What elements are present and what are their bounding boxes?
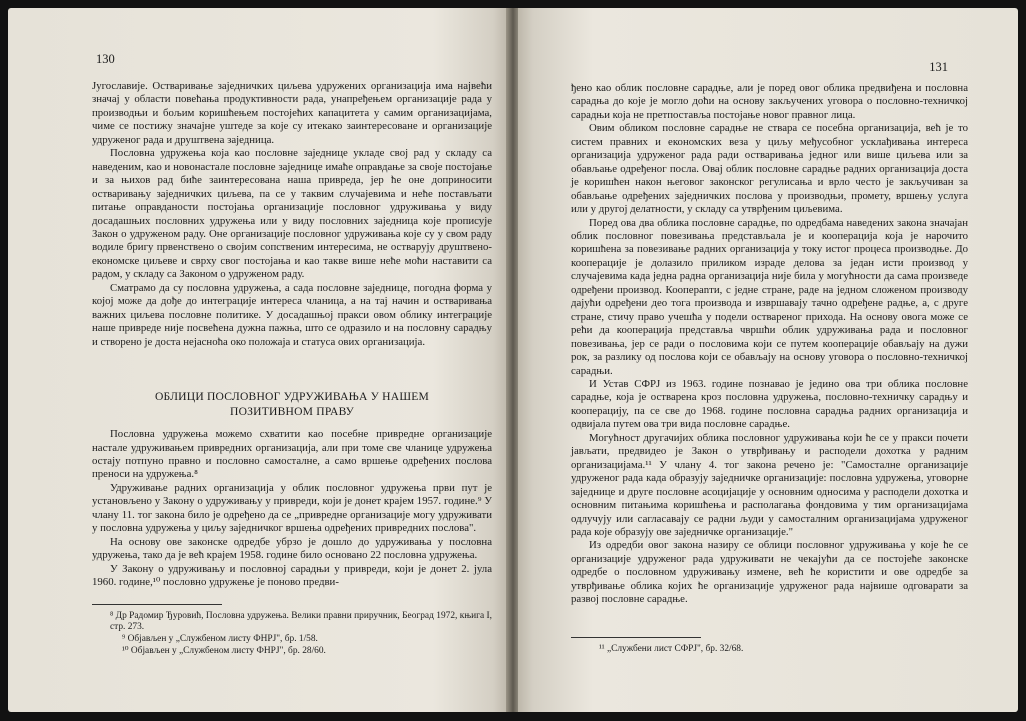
paragraph: И Устав СФРЈ из 1963. године познавао је једино ова три облика пословне сарадње, која је остварена кроз пословна удружења, пословно-техничку сарадњу и кооперацију, па се све до 1968. године пословна сарадња радних организација и одвијала путем ова три вида пословне сарадње.	[571, 377, 968, 431]
left-page	[8, 8, 508, 712]
paragraph: Сматрамо да су пословна удружења, а сада пословне заједнице, погодна форма у којој може да дође до интеграције интереса чланица, а на тај начин и остваривања важних циљева пословне политике. У досадашњој пракси овом облику интеграције наше привреде није посвећена дужна пажња, што се одразило и на пословну сарадњу и створено је доста нејасноћа око положаја и статуса ових организација.	[92, 281, 492, 348]
paragraph: Могућност другачијих облика пословног удруживања који ће се у пракси почети јављати, предвидео је Закон о утврђивању и расподели дохотка у радним организацијама.¹¹ У члану 4. тог закона речено је: "Самосталне организације удруженог рада када образују заједничке организације: пословна удружења, уговорне заједнице и друге пословне асоцијације у основним односима у расподели дохотка и основним питањима коришћења и располагања фондовима у тим организацијама одлучују или сагласавају се радни људи у самосталним организацијама удруженог рада које образују ове заједничке организације."	[571, 431, 968, 538]
footnotes	[92, 611, 492, 658]
paragraph: Овим обликом пословне сарадње не ствара се посебна организација, већ је то систем правних и економских веза у циљу међусобног усклађивања интереса организација удруженог рада ради остваривања једног или више циљева или за обављање одређеног посла. Овај облик пословне сарадње радних организација доста је коришћен након његовог законског регулисања и врло често је закључиван за обављање одређених заједничких послова у производњи, промету, вршењу услуга или у другој делатности, у складу са утврђеним циљевима.	[571, 122, 968, 216]
footnote: ¹¹ „Службени лист СФРЈ", бр. 32/68.	[599, 643, 744, 654]
section-heading	[92, 389, 492, 419]
paragraph: Пословна удружења можемо схватити као посебне привредне организације настале удруживањем привредних организација, али при томе све чланице удружења остају потпуно правно и пословно самосталне, а само вршење одређених послова преноси на удружења.⁸	[92, 428, 492, 481]
paragraph: Из одредби овог закона назиру се облици пословног удруживања у које ће се организације удруженог рада удруживати не чекајући да се постојеће законске одредбе о пословном удруживању измене, већ ће користити и ове одредбе за утврђивање облика којих ће организације удруженог рада највише одговарати за развој пословне сарадње.	[571, 539, 968, 606]
paragraph: У Закону о удруживању и пословној сарадњи у привреди, који је донет 2. јула 1960. године,¹⁰ пословно удружење је поново предви-	[92, 562, 492, 589]
paragraph: ђено као облик пословне сарадње, али је поред овог облика предвиђена и пословна сарадња до које је могло доћи на основу закључених уговора о пословно-техничкој сарадњи која не претпоставља постојање новог правног лица.	[571, 82, 968, 121]
left-page-text	[92, 80, 492, 658]
footnote: ¹⁰ Објављен у „Службеном листу ФНРЈ", бр. 28/60.	[122, 645, 326, 656]
paragraph: Поред ова два облика пословне сарадње, по одредбама наведених закона значајан облик пословног повезивања представљала је и кооперација која је нарочито коришћена за повезивање радних организација у току истог процеса производње. До кооперације је долазило приликом израде делова за један исти производ у случајевима када једна радна организација није била у могућности да сама произведе одређени производ. Коопераnти, с једне стране, раде на једном сложеном производу дајући одређени део тога производа и извршавају тачно одређене радње, а, с друге стране, стичу право учешћа у подели оствареног прихода. На основу овога може се рећи да кооперација представља чвршћи облик удруживања рада и пословног повезивања, јер се ради о пословима који се путем кооперације обављају на дужи рок, за разлику од послова који се обављају на основу уговора о пословно-техничкој сарадњи.	[571, 216, 968, 377]
footnote-rule	[571, 637, 701, 644]
right-page-number: 131	[929, 60, 948, 74]
left-page-number: 130	[96, 52, 115, 66]
footnote: ⁹ Објављен у „Службеном листу ФНРЈ", бр. 1/58.	[122, 634, 318, 645]
right-page	[518, 8, 1018, 712]
paragraph: На основу ове законске одредбе убрзо је дошло до удруживања у пословна удружења, тако да је већ крајем 1958. године било основано 22 пословна удружења.	[92, 535, 492, 562]
footnote: ⁸ Др Радомир Ђуровић, Пословна удружења. Велики правни приручник, Београд 1972, књига I, стр. 273.	[110, 610, 492, 633]
footnote-rule	[92, 604, 222, 611]
section-heading-line2: ПОЗИТИВНОМ ПРАВУ	[230, 405, 354, 419]
paragraph: Пословна удружења која као пословне заједнице укладе свој рад у складу са наведеним, као и новонастале пословне заједнице имаће оправдање за своје постојање и за њихов рад биће заинтересована наша привреда, јер ће оне доприносити остваривању заједничких циљева, па се у таквим случајевима и неће постављати питање оправданости постојања организације пословног удруживања у виду досадашњих пословних удружења или у виду пословних заједница које прописује Закон о удруженом раду. Оне организације пословног удруживања које су у свом раду водиле бригу првенствено о својим сопственим интересима, не остварују друштвено-економске циљеве и сврху свог постојања и као такве више неће моћи наставити са радом, у складу са Законом о удруженом раду.	[92, 147, 492, 281]
section-heading-line1: ОБЛИЦИ ПОСЛОВНОГ УДРУЖИВАЊА У НАШЕМ	[154, 390, 430, 404]
paragraph: Удруживање радних организација у облик пословног удружења први пут је установљено у Закону о удруживању у привреди, који је донет крајем 1957. године.⁹ У члану 11. тог закона било је одређено да се „привредне организације могу удруживати у пословна удружења у циљу заједничког вршења одређених привредних послова".	[92, 481, 492, 535]
right-page-text	[571, 82, 968, 655]
paragraph: Југославије. Остваривање заједничких циљева удружених организација има највећи значај у области повећања продуктивности рада, унапређењем организације рада у производњи и бољим коришћењем постојећих капацитета у самим организацијама, чиме се постижу значајне уштеде за које су итекако заинтересоване и организације удруженог рада и друштвена заједница.	[92, 80, 492, 146]
